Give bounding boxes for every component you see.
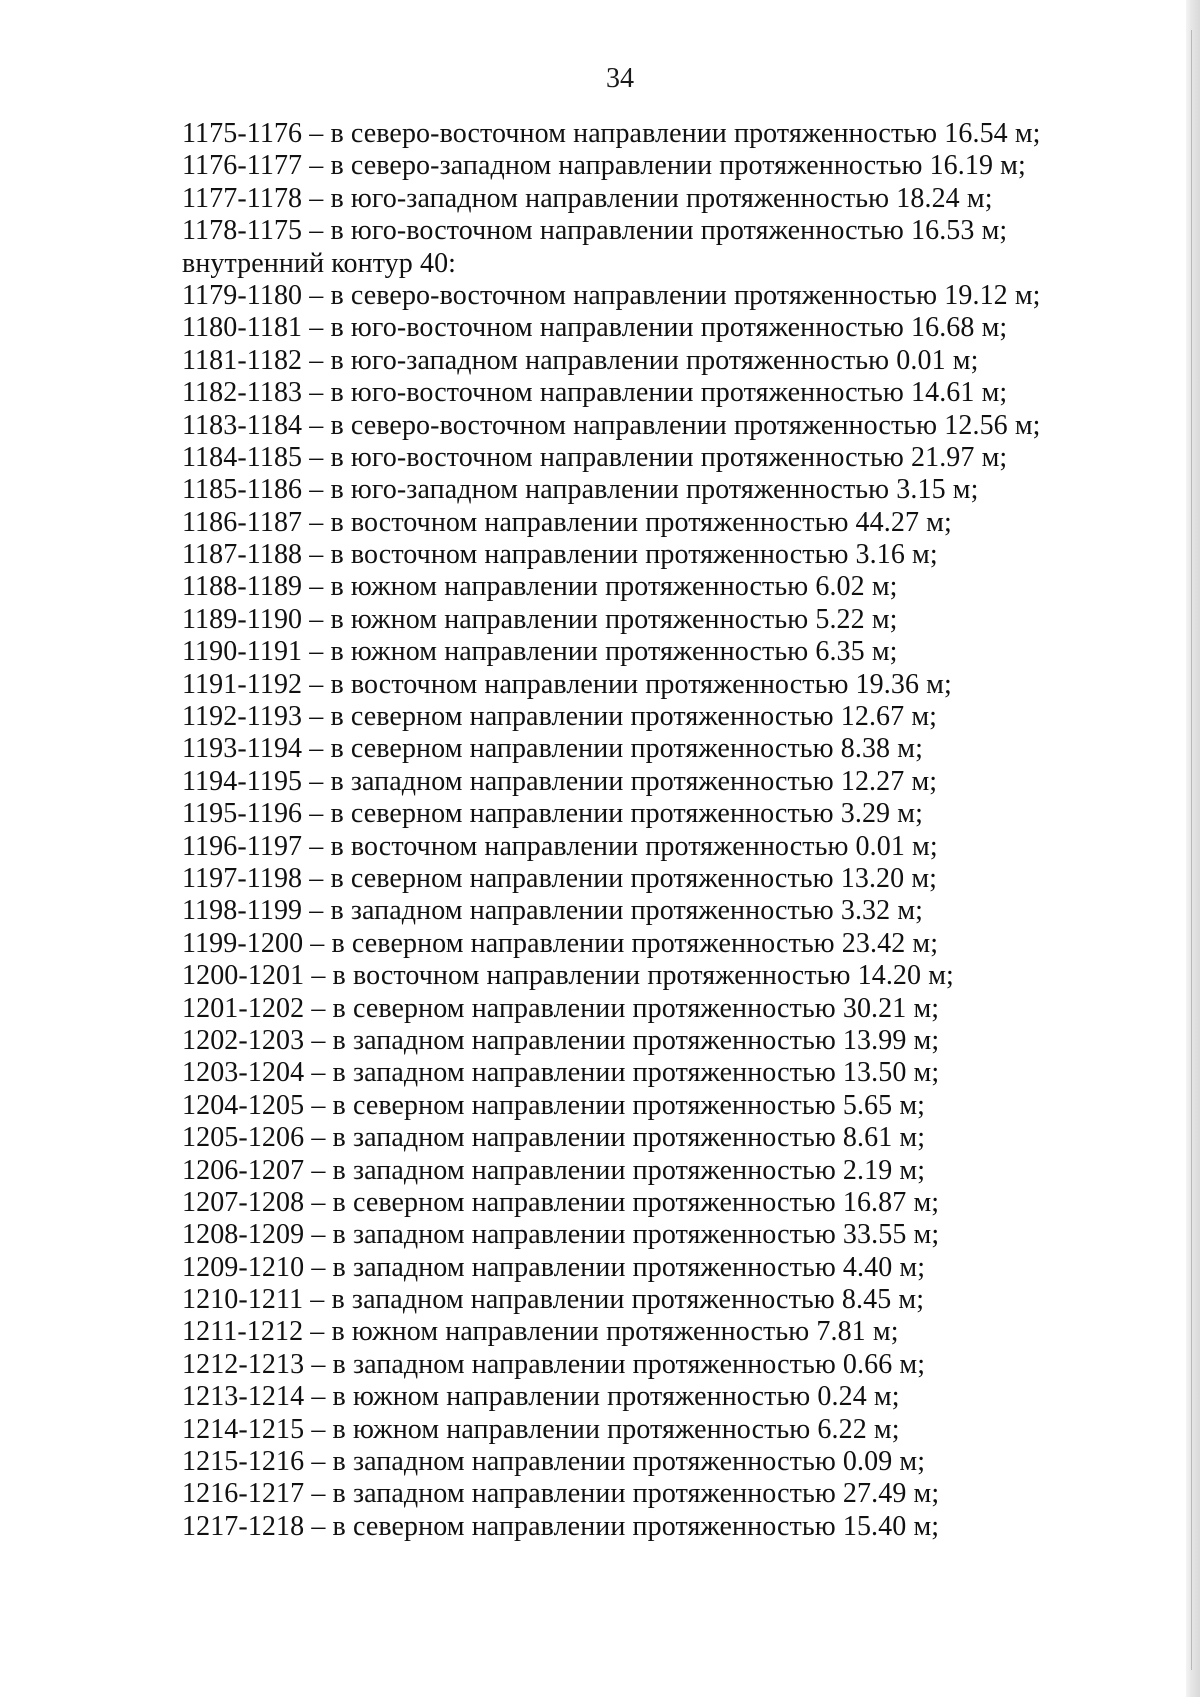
text-line: 1200-1201 – в восточном направлении протяженностью 14.20 м; [182, 960, 954, 992]
text-line: 1189-1190 – в южном направлении протяженностью 5.22 м; [182, 603, 898, 635]
page-number: 34 [606, 63, 634, 94]
text-line: 1175-1176 – в северо-восточном направлении протяженностью 16.54 м; [182, 118, 1041, 149]
text-line: 1215-1216 – в западном направлении протяженностью 0.09 м; [182, 1446, 926, 1478]
text-line: 1207-1208 – в северном направлении протяженностью 16.87 м; [182, 1186, 940, 1218]
text-line: 1182-1183 – в юго-восточном направлении протяженностью 14.61 м; [182, 377, 1008, 409]
text-line: 1209-1210 – в западном направлении протяженностью 4.40 м; [182, 1251, 926, 1283]
text-line: 1179-1180 – в северо-восточном направлении протяженностью 19.12 м; [182, 279, 1041, 311]
text-line: 1193-1194 – в северном направлении протяженностью 8.38 м; [182, 733, 923, 765]
text-line: 1204-1205 – в северном направлении протяженностью 5.65 м; [182, 1089, 926, 1121]
text-line: 1191-1192 – в восточном направлении протяженностью 19.36 м; [182, 668, 952, 700]
text-line: 1195-1196 – в северном направлении протяженностью 3.29 м; [182, 798, 923, 830]
text-line: 1187-1188 – в восточном направлении протяженностью 3.16 м; [182, 539, 938, 571]
text-line: 1205-1206 – в западном направлении протяженностью 8.61 м; [182, 1122, 926, 1154]
text-line: 1197-1198 – в северном направлении протяженностью 13.20 м; [182, 862, 938, 894]
text-line: 1199-1200 – в северном направлении протяженностью 23.42 м; [182, 927, 939, 959]
text-line: 1190-1191 – в южном направлении протяженностью 6.35 м; [182, 636, 898, 668]
text-line: 1198-1199 – в западном направлении протяженностью 3.32 м; [182, 895, 924, 927]
text-line: 1188-1189 – в южном направлении протяженностью 6.02 м; [182, 571, 898, 603]
text-line: 1196-1197 – в восточном направлении протяженностью 0.01 м; [182, 830, 938, 862]
text-line: 1216-1217 – в западном направлении протяженностью 27.49 м; [182, 1478, 940, 1510]
text-line: 1210-1211 – в западном направлении протяженностью 8.45 м; [182, 1284, 925, 1316]
text-line: 1176-1177 – в северо-западном направлении протяженностью 16.19 м; [182, 150, 1026, 182]
text-line: 1217-1218 – в северном направлении протяженностью 15.40 м; [182, 1510, 940, 1542]
text-line: 1181-1182 – в юго-западном направлении протяженностью 0.01 м; [182, 344, 979, 376]
text-line: 1185-1186 – в юго-западном направлении протяженностью 3.15 м; [182, 474, 979, 506]
text-line: 1213-1214 – в южном направлении протяженностью 0.24 м; [182, 1381, 900, 1413]
text-line: 1202-1203 – в западном направлении протяженностью 13.99 м; [182, 1024, 940, 1056]
text-line: 1208-1209 – в западном направлении протяженностью 33.55 м; [182, 1219, 940, 1251]
text-line: 1178-1175 – в юго-восточном направлении протяженностью 16.53 м; [182, 215, 1008, 247]
text-line: 1211-1212 – в южном направлении протяженностью 7.81 м; [182, 1316, 899, 1348]
boundary-description [182, 118, 1082, 1543]
text-line: 1212-1213 – в западном направлении протяженностью 0.66 м; [182, 1348, 926, 1380]
section-heading: внутренний контур 40: [182, 247, 457, 279]
text-line: 1201-1202 – в северном направлении протяженностью 30.21 м; [182, 992, 940, 1024]
scan-edge [1186, 0, 1200, 1697]
text-line: 1192-1193 – в северном направлении протяженностью 12.67 м; [182, 701, 938, 733]
text-line: 1194-1195 – в западном направлении протяженностью 12.27 м; [182, 765, 938, 797]
text-line: 1186-1187 – в восточном направлении протяженностью 44.27 м; [182, 506, 952, 538]
text-line: 1214-1215 – в южном направлении протяженностью 6.22 м; [182, 1413, 900, 1445]
text-line: 1206-1207 – в западном направлении протяженностью 2.19 м; [182, 1154, 926, 1186]
text-line: 1177-1178 – в юго-западном направлении протяженностью 18.24 м; [182, 182, 993, 214]
text-line: 1183-1184 – в северо-восточном направлении протяженностью 12.56 м; [182, 409, 1041, 441]
text-line: 1184-1185 – в юго-восточном направлении протяженностью 21.97 м; [182, 441, 1008, 473]
scan-edge-line [1191, 30, 1192, 1670]
text-line: 1180-1181 – в юго-восточном направлении протяженностью 16.68 м; [182, 312, 1008, 344]
text-line: 1203-1204 – в западном направлении протяженностью 13.50 м; [182, 1057, 940, 1089]
